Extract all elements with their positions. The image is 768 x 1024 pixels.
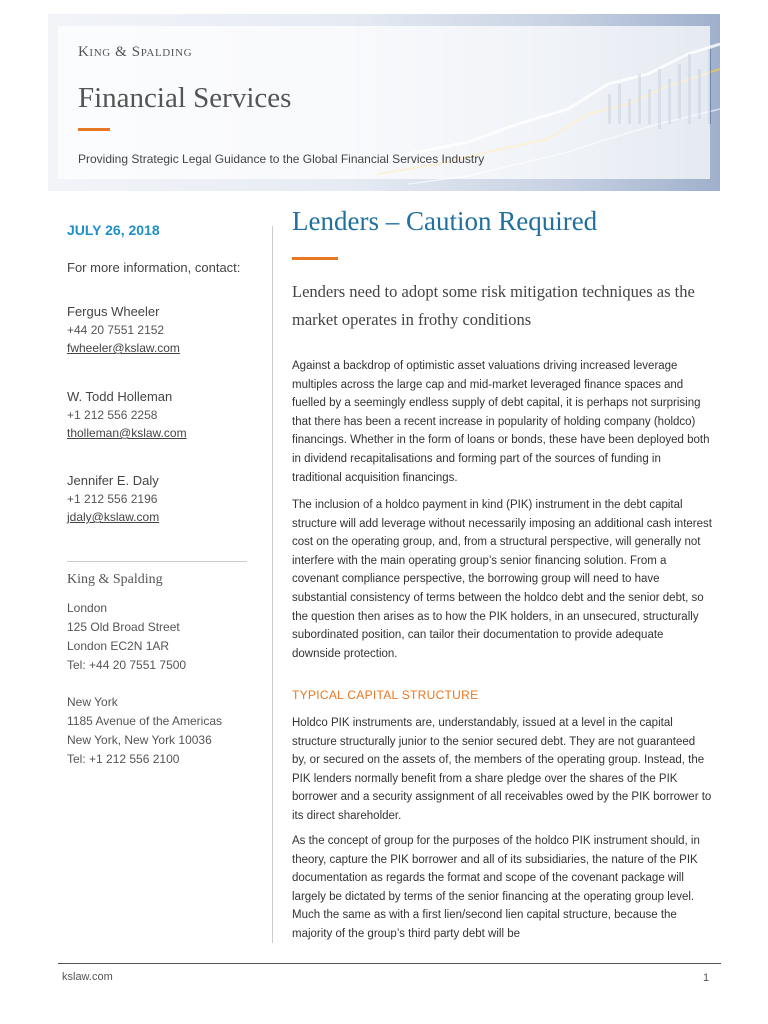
footer-rule — [58, 963, 721, 964]
header-banner — [48, 14, 720, 191]
column-divider — [272, 226, 273, 943]
contact-phone: +44 20 7551 2152 — [67, 323, 165, 337]
firm-logo: King & Spalding — [78, 44, 193, 60]
practice-title: Financial Services — [78, 82, 292, 114]
contact-email-link[interactable]: jdaly@kslaw.com — [67, 510, 160, 524]
office-postcode: New York, New York 10036 — [67, 733, 212, 747]
office-postcode: London EC2N 1AR — [67, 639, 170, 653]
page-number: 1 — [703, 972, 710, 984]
office-tel: Tel: +44 20 7551 7500 — [67, 658, 187, 672]
contact-intro: For more information, contact: — [67, 260, 241, 275]
contact-name: W. Todd Holleman — [67, 389, 173, 404]
article-subtitle: Lenders need to adopt some risk mitigation techniques as the market operates in frothy conditions — [292, 282, 695, 329]
footer-site-link[interactable]: kslaw.com — [62, 971, 113, 983]
section-heading: TYPICAL CAPITAL STRUCTURE — [292, 688, 479, 702]
office-tel: Tel: +1 212 556 2100 — [67, 752, 180, 766]
office-address — [67, 599, 247, 675]
office-street: 1185 Avenue of the Americas — [67, 714, 222, 728]
contact-name: Jennifer E. Daly — [67, 473, 159, 488]
office-street: 125 Old Broad Street — [67, 620, 180, 634]
office-city: London — [67, 601, 108, 615]
article-paragraph: The inclusion of a holdco payment in kind (PIK) instrument in the debt capital structure will add leverage without necessarily imposing an additional cash interest cost on the operating group, and, from a structural perspective, will generally not interfere with the main operating group’s senior financing solution. From a covenant compliance perspective, the borrowing group will need to have substantial consistency of terms between the holdco debt and the senior debt, so the question then arises as to how the PIK holders, in an unsecured, structurally subordinated position, can tailor their documentation to provide adequate downside protection. — [292, 499, 712, 660]
title-accent-rule — [292, 257, 338, 260]
article-paragraph: As the concept of group for the purposes of the holdco PIK instrument should, in theory, capture the PIK borrower and all of its subsidiaries, the nature of the PIK documentation as regards the format and scope of the covenant package will largely be dictated by terms of the senior financing at the operating group level. Much the same as with a first lien/second lien capital structure, because the majority of the group’s third party debt will be — [292, 835, 700, 940]
publication-date: JULY 26, 2018 — [67, 222, 160, 238]
contact-phone: +1 212 556 2258 — [67, 408, 158, 422]
article-title: Lenders – Caution Required — [292, 206, 598, 236]
contact-name: Fergus Wheeler — [67, 304, 160, 319]
office-address — [67, 693, 247, 769]
contact-card — [67, 303, 247, 357]
article-paragraph: Against a backdrop of optimistic asset valuations driving increased leverage multiples across the large cap and mid-market leveraged finance spaces and fuelled by a seemingly endless supply of debt capital, it is perhaps not surprising that there has been a recent increase in popularity of holding company (holdco) financings. Whether in the form of loans or bonds, these have been deployed both in dividend recapitalisations and forming part of the sources of funding in traditional acquisition financings. — [292, 360, 710, 484]
contact-email-link[interactable]: tholleman@kslaw.com — [67, 426, 187, 440]
contact-phone: +1 212 556 2196 — [67, 492, 158, 506]
sidebar-divider — [67, 561, 247, 562]
tagline: Providing Strategic Legal Guidance to the Global Financial Services Industry — [78, 152, 485, 166]
contact-card — [67, 472, 247, 526]
accent-rule — [78, 128, 110, 131]
sidebar-firm-name: King & Spalding — [67, 572, 163, 587]
contact-email-link[interactable]: fwheeler@kslaw.com — [67, 341, 180, 355]
article-paragraph: Holdco PIK instruments are, understandably, issued at a level in the capital structure structurally junior to the senior secured debt. They are not guaranteed by, or secured on the assets of, the members of the operating group. Instead, the PIK lenders normally benefit from a share pledge over the shares of the PIK borrower and a security assignment of all receivables owed by the PIK borrower to its direct shareholder. — [292, 717, 712, 822]
contact-card — [67, 388, 247, 442]
office-city: New York — [67, 695, 118, 709]
